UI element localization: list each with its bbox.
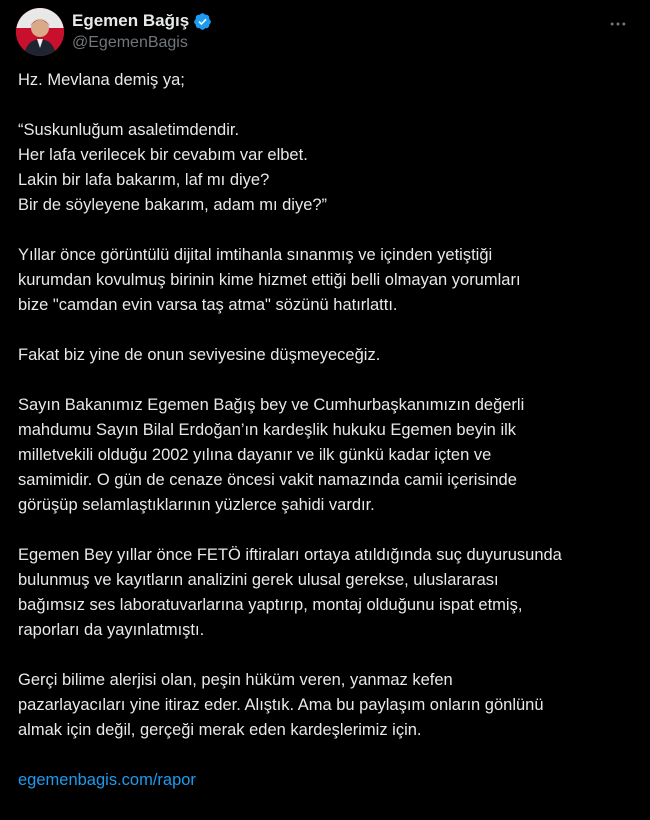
- author-handle[interactable]: @EgemenBagis: [72, 34, 188, 51]
- tweet-text-line: görüşüp selamlaştıklarının yüzlerce şahidi vardır.: [18, 496, 375, 514]
- tweet-text-line: pazarlayacıları yine itiraz eder. Alıştık. Ama bu paylaşım onların gönlünü: [18, 696, 544, 714]
- tweet-paragraph: [18, 118, 636, 218]
- tweet-text-line: bize "camdan evin varsa taş atma" sözünü hatırlattı.: [18, 296, 398, 314]
- tweet-text-line: bağımsız ses laboratuvarlarına yaptırıp, montaj olduğunu ispat etmiş,: [18, 596, 523, 614]
- tweet-text-line: mahdumu Sayın Bilal Erdoğan’ın kardeşlik hukuku Egemen beyin ilk: [18, 421, 517, 439]
- author-names: [72, 10, 212, 52]
- tweet-text-line: Fakat biz yine de onun seviyesine düşmeyeceğiz.: [18, 346, 381, 364]
- tweet-paragraph: [18, 393, 636, 518]
- display-name[interactable]: Egemen Bağış: [72, 11, 190, 30]
- tweet-text-line: Sayın Bakanımız Egemen Bağış bey ve Cumhurbaşkanımızın değerli: [18, 396, 525, 414]
- tweet-text-line: Hz. Mevlana demiş ya;: [18, 71, 185, 89]
- avatar-photo: [16, 8, 64, 56]
- tweet-text-line: Yıllar önce görüntülü dijital imtihanla sınanmış ve içinden yetiştiği: [18, 246, 493, 264]
- tweet-paragraph: [18, 243, 636, 318]
- tweet-paragraph: [18, 343, 636, 368]
- tweet-text-line: samimidir. O gün de cenaze öncesi vakit namazında camii içerisinde: [18, 471, 517, 489]
- tweet-paragraph: [18, 668, 636, 743]
- tweet-text-line: bulunmuş ve kayıtların analizini gerek ulusal gerekse, uluslararası: [18, 571, 499, 589]
- tweet-text-line: kurumdan kovulmuş birinin kime hizmet ettiği belli olmayan yorumları: [18, 271, 521, 289]
- tweet-text-line: Bir de söyleyene bakarım, adam mı diye?”: [18, 196, 328, 214]
- tweet-text-line: Lakin bir lafa bakarım, laf mı diye?: [18, 171, 270, 189]
- tweet-text: [18, 68, 636, 793]
- tweet-text-line: “Suskunluğum asaletimdendir.: [18, 121, 240, 139]
- tweet-text-line: Her lafa verilecek bir cevabım var elbet.: [18, 146, 308, 164]
- avatar[interactable]: [16, 8, 64, 56]
- post-link[interactable]: egemenbagis.com/rapor: [18, 771, 196, 789]
- tweet-paragraph: [18, 68, 636, 93]
- more-options-icon[interactable]: [604, 10, 632, 38]
- tweet-text-line: Egemen Bey yıllar önce FETÖ iftiraları ortaya atıldığında suç duyurusunda: [18, 546, 562, 564]
- verified-badge-icon: [193, 12, 212, 31]
- tweet-text-line: raporları da yayınlatmıştı.: [18, 621, 205, 639]
- tweet-text-line: almak için değil, gerçeği merak eden kardeşlerimiz için.: [18, 721, 422, 739]
- display-name-row: [72, 10, 212, 32]
- tweet-header: [16, 8, 634, 58]
- tweet-text-line: Gerçi bilime alerjisi olan, peşin hüküm veren, yanmaz kefen: [18, 671, 453, 689]
- tweet-paragraph: [18, 543, 636, 643]
- tweet-text-line: milletvekili olduğu 2002 yılına dayanır ve ilk günkü kadar içten ve: [18, 446, 492, 464]
